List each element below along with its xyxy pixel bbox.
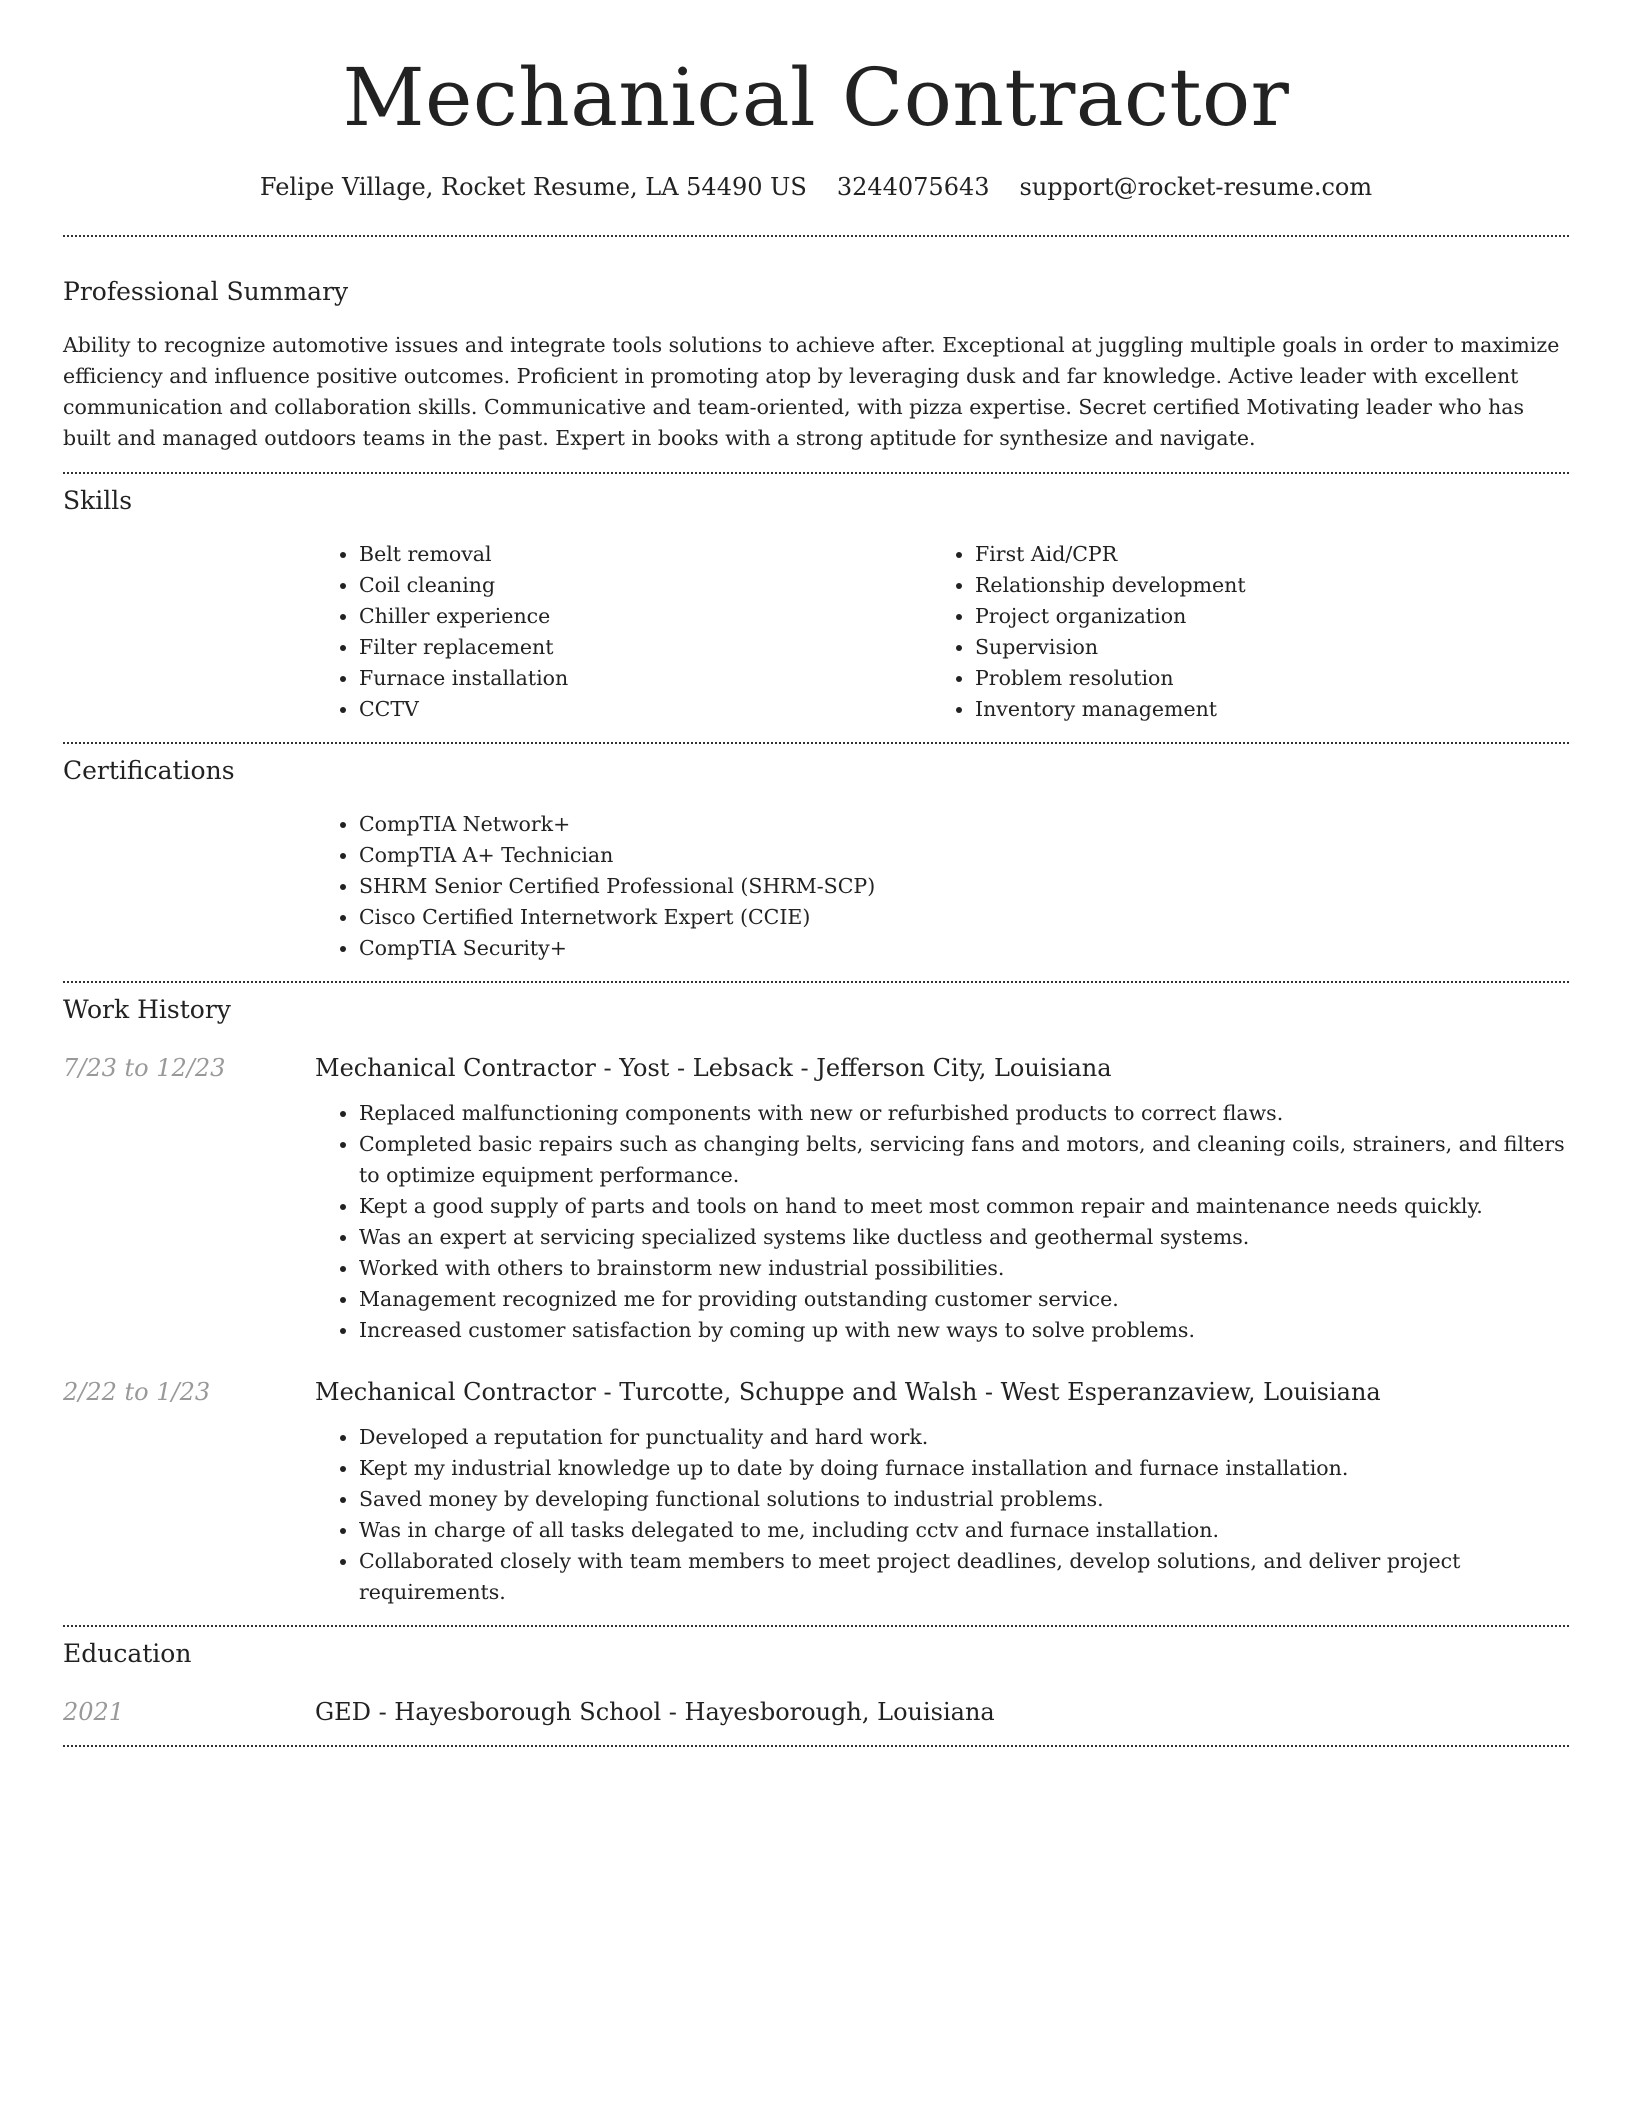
education-title: Education [63,1639,192,1668]
resume-name: Mechanical Contractor [342,51,1290,144]
summary-section [63,237,1569,472]
education-degree: GED - Hayesborough School - Hayesborough, Louisiana [315,1698,995,1726]
list-item: • Problem resolution [975,663,1547,694]
education-date: 2021 [63,1698,125,1726]
summary-text: Ability to recognize automotive issues and integrate tools solutions to achieve after. Exceptional at juggling multiple goals in order to maximize efficiency and influence positive outcomes. Proficient in promoting atop by leveraging dusk and far knowledge. Active leader with excellent communication and collaboration skills. Communicative and team-oriented, with pizza expertise. Secret certified Motivating leader who has built and managed outdoors teams in the past. Expert in books with a strong aptitude for synthesize and navigate. [63,333,1560,450]
certifications-list [315,809,1569,964]
divider [63,1745,1569,1747]
list-item: • Belt removal [359,539,931,570]
job-date: 2/22 to 1/23 [63,1378,211,1406]
list-item: • Cisco Certified Internetwork Expert (CCIE) [359,902,1569,933]
job-header [63,1052,1569,1084]
list-item: • Management recognized me for providing outstanding customer service. [359,1284,1569,1315]
list-item: • CompTIA Security+ [359,933,1569,964]
list-item: • Chiller experience [359,601,931,632]
job-title: Mechanical Contractor - Turcotte, Schuppe and Walsh - West Esperanzaview, Louisiana [315,1378,1381,1406]
contact-address: Felipe Village, Rocket Resume, LA 54490 US [259,173,807,201]
list-item: • Collaborated closely with team members to meet project deadlines, develop solutions, and deliver project requirements. [359,1546,1569,1608]
list-item: • Project organization [975,601,1547,632]
list-item: • Completed basic repairs such as changing belts, servicing fans and motors, and cleaning coils, strainers, and filters to optimize equipment performance. [359,1129,1569,1191]
list-item: • Replaced malfunctioning components with new or refurbished products to correct flaws. [359,1098,1569,1129]
job-bullets [315,1422,1569,1608]
list-item: • CompTIA A+ Technician [359,840,1569,871]
list-item: • CompTIA Network+ [359,809,1569,840]
skills-list-left [315,539,931,725]
job-title: Mechanical Contractor - Yost - Lebsack - Jefferson City, Louisiana [315,1054,1112,1082]
job-entry [63,1052,1569,1346]
list-item: • Inventory management [975,694,1547,725]
list-item: • Supervision [975,632,1547,663]
job-header [63,1376,1569,1408]
list-item: • Saved money by developing functional solutions to industrial problems. [359,1484,1569,1515]
certifications-title: Certifications [63,756,235,785]
contact-email: support@rocket-resume.com [1019,173,1373,201]
list-item: • First Aid/CPR [975,539,1547,570]
certifications-section [63,744,1569,981]
summary-title: Professional Summary [63,277,349,306]
skills-section [63,474,1569,742]
list-item: • Relationship development [975,570,1547,601]
skills-grid [315,539,1569,725]
skills-list-right [931,539,1547,725]
list-item: • Was an expert at servicing specialized systems like ductless and geothermal systems. [359,1222,1569,1253]
contact-phone: 3244075643 [836,173,990,201]
list-item: • Kept my industrial knowledge up to date by doing furnace installation and furnace installation. [359,1453,1569,1484]
list-item: • SHRM Senior Certified Professional (SHRM-SCP) [359,871,1569,902]
work-section [63,983,1569,1625]
education-entry [63,1696,1569,1728]
list-item: • Filter replacement [359,632,931,663]
job-bullets [315,1098,1569,1346]
work-title: Work History [63,995,231,1024]
list-item: • Coil cleaning [359,570,931,601]
job-entry [63,1376,1569,1608]
list-item: • Furnace installation [359,663,931,694]
list-item: • Was in charge of all tasks delegated to me, including cctv and furnace installation. [359,1515,1569,1546]
list-item: • Kept a good supply of parts and tools on hand to meet most common repair and maintenance needs quickly. [359,1191,1569,1222]
list-item: • Increased customer satisfaction by coming up with new ways to solve problems. [359,1315,1569,1346]
list-item: • Worked with others to brainstorm new industrial possibilities. [359,1253,1569,1284]
list-item: • CCTV [359,694,931,725]
skills-title: Skills [63,486,133,515]
job-date: 7/23 to 12/23 [63,1054,226,1082]
contact-line [63,171,1569,203]
list-item: • Developed a reputation for punctuality and hard work. [359,1422,1569,1453]
education-section [63,1627,1569,1745]
